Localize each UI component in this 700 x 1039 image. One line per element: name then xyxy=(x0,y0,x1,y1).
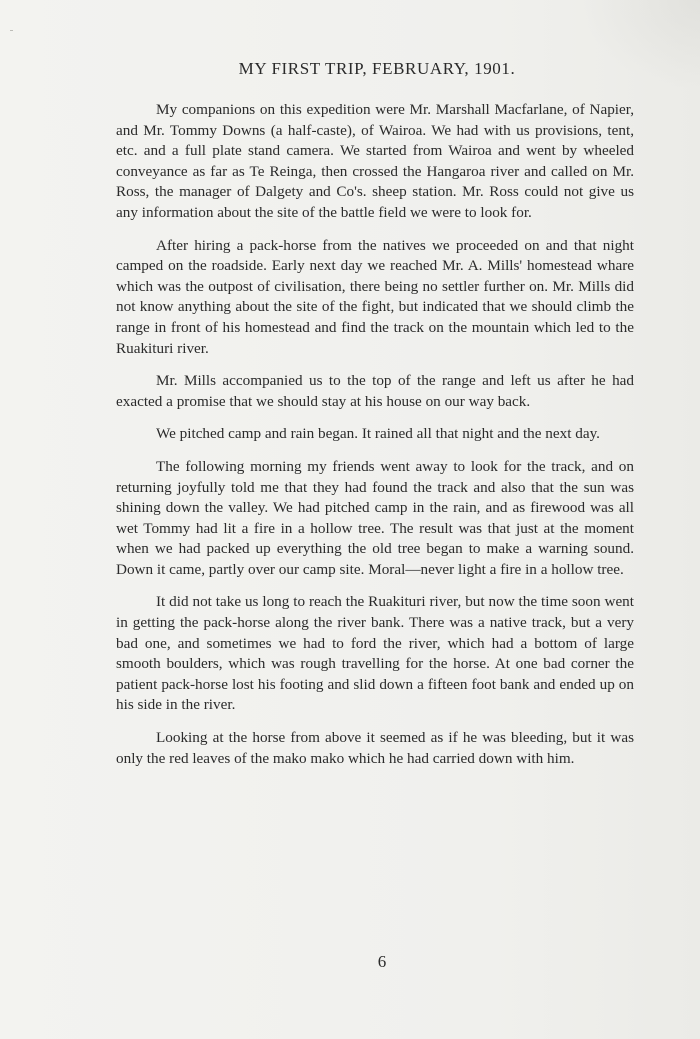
page-number: 6 xyxy=(377,952,387,971)
paragraph-2: After hiring a pack-horse from the natives we proceeded on and that night camped on the roadside. Early next day we reached Mr. A. Mills' homestead whare which was the outpost of civilisation, there being no settler further on. Mr. Mills did not know anything about the site of the fight, but indicated that we should climb the range in front of his homestead and find the track on the mountain which led to the Ruakituri river. xyxy=(116,236,634,357)
paragraph-4: We pitched camp and rain began. It rained all that night and the next day. xyxy=(156,425,600,443)
paragraph-6: It did not take us long to reach the Ruakituri river, but now the time soon went in getting the pack-horse along the river bank. There was a native track, but a very bad one, and sometimes we had to ford the river, which had a bottom of large smooth boulders, which was rough travelling for the horse. At one bad corner the patient pack-horse lost his footing and slid down a fifteen foot bank and ended up on his side in the river. xyxy=(116,593,634,714)
scan-mark xyxy=(10,30,13,31)
paragraph-7: Looking at the horse from above it seemed as if he was bleeding, but it was only the red leaves of the mako mako which he had carried down with him. xyxy=(116,729,634,767)
body-text xyxy=(116,100,634,781)
page-title: MY FIRST TRIP, FEBRUARY, 1901. xyxy=(238,59,516,78)
paragraph-1: My companions on this expedition were Mr. Marshall Macfarlane, of Napier, and Mr. Tommy Downs (a half-caste), of Wairoa. We had with us provisions, tent, etc. and a full plate stand camera. We started from Wairoa and went by wheeled conveyance as far as Te Reinga, then crossed the Hangaroa river and called on Mr. Ross, the manager of Dalgety and Co's. sheep station. Mr. Ross could not give us any information about the site of the battle field we were to look for. xyxy=(116,101,634,221)
paragraph-5: The following morning my friends went away to look for the track, and on returning joyfully told me that they had found the track and also that the sun was shining down the valley. We had pitched camp in the rain, and as firewood was all wet Tommy had lit a fire in a hollow tree. The result was that just at the moment when we had packed up everything the old tree began to make a warning sound. Down it came, partly over our camp site. Moral—never light a fire in a hollow tree. xyxy=(116,457,634,578)
paragraph-3: Mr. Mills accompanied us to the top of the range and left us after he had exacted a promise that we should stay at his house on our way back. xyxy=(116,372,634,410)
